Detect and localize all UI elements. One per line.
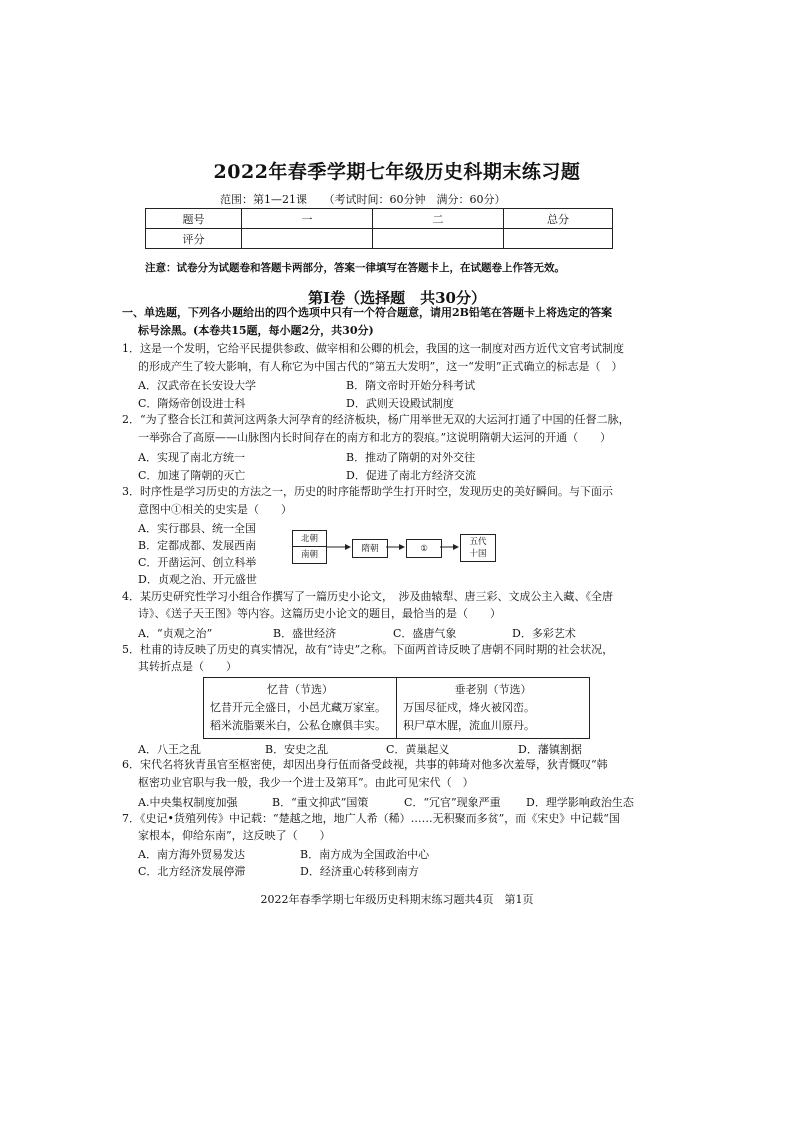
exam-title: 2022年春季学期七年级历史科期末练习题 [213, 161, 581, 183]
score-header-cell: 一 [242, 209, 373, 229]
question-6-option-a: A.中央集权制度加强 [138, 796, 238, 809]
question-3-option-a: A．实行郡县、统一全国 [138, 522, 256, 535]
exam-scope: 范围：第1—21课 （考试时间：60分钟 满分：60分） [220, 193, 506, 206]
question-4-stem: 诗》、《送子天王图》等内容。这篇历史小论文的题目，最恰当的是（ ） [138, 607, 501, 620]
question-5-stem: 其转折点是（ ） [138, 660, 237, 673]
poem-line: 忆昔开元全盛日，小邑尤藏万家室。 [210, 701, 386, 714]
question-6-option-b: B．“重文抑武”国策 [272, 796, 369, 809]
question-1-option-c: C．隋炀帝创设进士科 [138, 397, 246, 410]
question-3-stem: 3．时序性是学习历史的方法之一，历史的时序能帮助学生打开时空，发现历史的美好瞬间。与下面示 [122, 485, 613, 498]
question-2-stem: 2．“为了整合长江和黄河这两条大河孕育的经济板块，杨广用举世无双的大运河打通了中国的任督二脉， [122, 413, 630, 426]
question-1-option-a: A．汉武帝在长安设大学 [138, 379, 256, 392]
question-7-option-b: B．南方成为全国政治中心 [300, 848, 430, 861]
question-5-option-d: D．藩镇割据 [518, 743, 582, 756]
question-2-option-d: D．促进了南北方经济交流 [346, 469, 476, 482]
score-row-label: 评分 [146, 229, 242, 249]
flow-label: 五代 [469, 537, 487, 547]
question-7-option-d: D．经济重心转移到南方 [300, 865, 419, 878]
poem-title: 垂老别（节选） [454, 683, 532, 696]
score-header-cell: 二 [373, 209, 504, 229]
poem-line: 万国尽征戍，烽火被冈峦。 [403, 701, 535, 714]
question-1-option-d: D．武则天设殿试制度 [346, 397, 454, 410]
question-7-stem: 7．《史记•货殖列传》中记载：“楚越之地，地广人希（稀）……无积聚而多贫”，而《宋史》中记载“国 [122, 812, 620, 825]
question-3-option-c: C．开凿运河、创立科举 [138, 556, 257, 569]
q5-poems-row [204, 678, 590, 739]
exam-notice: 注意：试卷分为试题卷和答题卡两部分，答案一律填写在答题卡上，在试题卷上作答无效。 [145, 262, 565, 274]
question-6-option-c: C．“冗官”现象严重 [404, 796, 501, 809]
question-5-stem: 5．杜甫的诗反映了历史的真实情况，故有“诗史”之称。下面两首诗反映了唐朝不同时期的社会状况， [122, 643, 614, 656]
page-footer: 2022年春季学期七年级历史科期末练习题共4页 第1页 [260, 893, 534, 906]
question-4-option-a: A．“贞观之治” [138, 627, 213, 640]
question-3-option-b: B．定都成都、发展西南 [138, 539, 257, 552]
question-4-option-d: D．多彩艺术 [512, 627, 576, 640]
part1-instruction: 一、单选题，下列各小题给出的四个选项中只有一个符合题意，请用2B铅笔在答题卡上将选定的答案 [122, 306, 612, 319]
question-6-stem: 6．宋代名将狄青虽官至枢密使，却因出身行伍而备受歧视，共事的韩琦对他多次羞辱，狄青慨叹“韩 [122, 758, 608, 771]
question-1-stem: 的形成产生了较大影响，有人称它为中国古代的“第五大发明”，这一“发明”正式确立的标志是（ ） [138, 360, 623, 373]
poem-yixi [204, 678, 397, 739]
poem-title: 忆昔（节选） [267, 683, 333, 696]
question-3-stem: 意图中①相关的史实是（ ） [138, 503, 292, 516]
part1-title: 第Ⅰ卷（选择题 共30分） [308, 289, 486, 307]
question-5-option-b: B．安史之乱 [265, 743, 329, 756]
flow-box-south-dynasty: 南朝 [292, 546, 327, 564]
flow-box-sui: 隋朝 [352, 539, 388, 558]
question-2-option-c: C．加速了隋朝的灭亡 [138, 469, 246, 482]
question-5-option-a: A．八王之乱 [138, 743, 201, 756]
q5-poems-table [203, 677, 590, 739]
question-1-option-b: B．隋文帝时开始分科考试 [346, 379, 476, 392]
question-2-option-b: B．推动了隋朝的对外交往 [346, 451, 476, 464]
question-7-option-a: A．南方海外贸易发达 [138, 848, 245, 861]
question-4-stem: 4．某历史研究性学习小组合作撰写了一篇历史小论文， 涉及曲辕犁、唐三彩、文成公主入藏、《全唐 [122, 590, 613, 603]
flow-box-five-dynasties [460, 534, 496, 562]
flow-box-blank: ① [406, 539, 442, 558]
question-4-option-c: C．盛唐气象 [393, 627, 457, 640]
question-7-option-c: C．北方经济发展停滞 [138, 865, 246, 878]
flow-box-north-dynasty: 北朝 [292, 530, 327, 547]
score-header-cell: 题号 [146, 209, 242, 229]
question-4-option-b: B．盛世经济 [273, 627, 337, 640]
score-header-cell: 总分 [504, 209, 613, 229]
question-6-option-d: D．理学影响政治生态 [526, 796, 634, 809]
flow-label: 十国 [469, 549, 487, 559]
poem-line: 稻米流脂粟米白，公私仓廪俱丰实。 [210, 719, 386, 732]
poem-chuilaobie [397, 678, 590, 739]
question-3-option-d: D．贞观之治、开元盛世 [138, 573, 257, 586]
question-2-stem: 一举弥合了高原——山脉图内长时间存在的南方和北方的裂痕。”这说明隋朝大运河的开通（ ） [138, 431, 612, 444]
question-7-stem: 家根本，仰给东南”，这反映了（ ） [138, 829, 331, 842]
question-2-option-a: A．实现了南北方统一 [138, 451, 245, 464]
poem-line: 积尸草木腥，流血川原丹。 [403, 719, 535, 732]
question-1-stem: 1．这是一个发明，它给平民提供参政、做宰相和公卿的机会，我国的这一制度对西方近代文官考试制度 [122, 342, 624, 355]
question-5-option-c: C．黄巢起义 [386, 743, 450, 756]
question-6-stem: 枢密功业官职与我一般，我少一个进士及第耳”。由此可见宋代（ ） [138, 776, 474, 789]
part1-instruction: 标号涂黑。(本卷共15题，每小题2分，共30分) [138, 324, 374, 337]
